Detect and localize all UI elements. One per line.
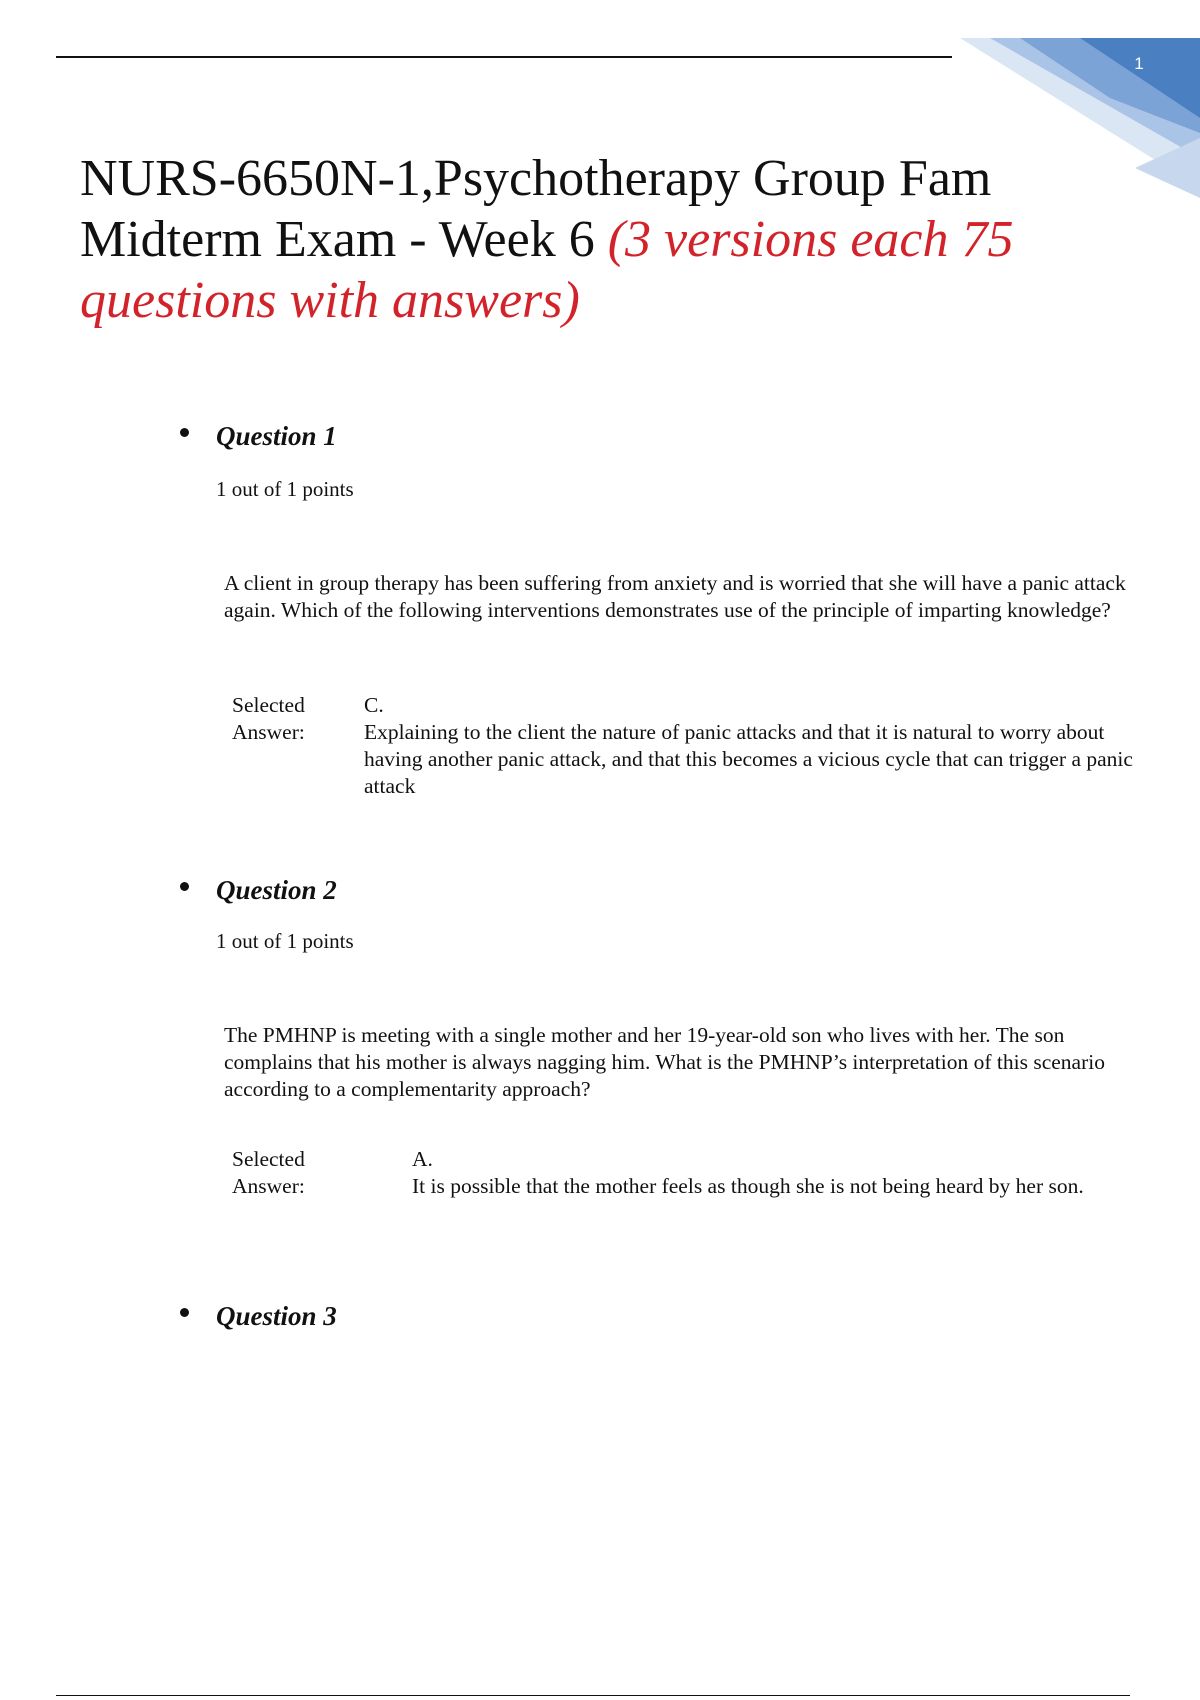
- header-rule: [56, 56, 952, 58]
- question-title: Question 3: [216, 1301, 337, 1331]
- question-text: The PMHNP is meeting with a single mother and her 19-year-old son who lives with her. The son complains that his mother is always nagging him. What is the PMHNP’s interpretation of this scenario according to a complementarity approach?: [224, 1023, 1105, 1101]
- question-text: A client in group therapy has been suffering from anxiety and is worried that she will have a panic attack again. Which of the following interventions demonstrates use of the principle of imparting knowledge?: [224, 571, 1126, 622]
- selected-answer-label: Selected Answer:: [232, 1147, 305, 1198]
- question-points: 1 out of 1 points: [216, 929, 354, 953]
- footer-rule: [56, 1695, 1130, 1696]
- selected-answer: [412, 1146, 1144, 1200]
- bullet-icon: [180, 1308, 189, 1317]
- answer-text: It is possible that the mother feels as though she is not being heard by her son.: [412, 1174, 1084, 1198]
- selected-answer: [364, 692, 1144, 800]
- question-title: Question 2: [216, 875, 337, 905]
- document-title: [80, 148, 1080, 331]
- bullet-icon: [180, 428, 189, 437]
- title-main: NURS-6650N-1,Psychotherapy Group Fam Midterm Exam - Week 6: [80, 150, 992, 268]
- title-highlight: (3 versions each 75 questions with answers): [80, 211, 1014, 329]
- question-title: Question 1: [216, 421, 337, 451]
- answer-letter: C.: [364, 693, 384, 717]
- selected-answer-label: Selected Answer:: [232, 693, 305, 744]
- answer-text: Explaining to the client the nature of panic attacks and that it is natural to worry about having another panic attack, and that this becomes a vicious cycle that can trigger a panic attack: [364, 720, 1133, 798]
- question-points: 1 out of 1 points: [216, 477, 354, 501]
- answer-letter: A.: [412, 1147, 433, 1171]
- bullet-icon: [180, 882, 189, 891]
- page-number: 1: [1134, 54, 1144, 73]
